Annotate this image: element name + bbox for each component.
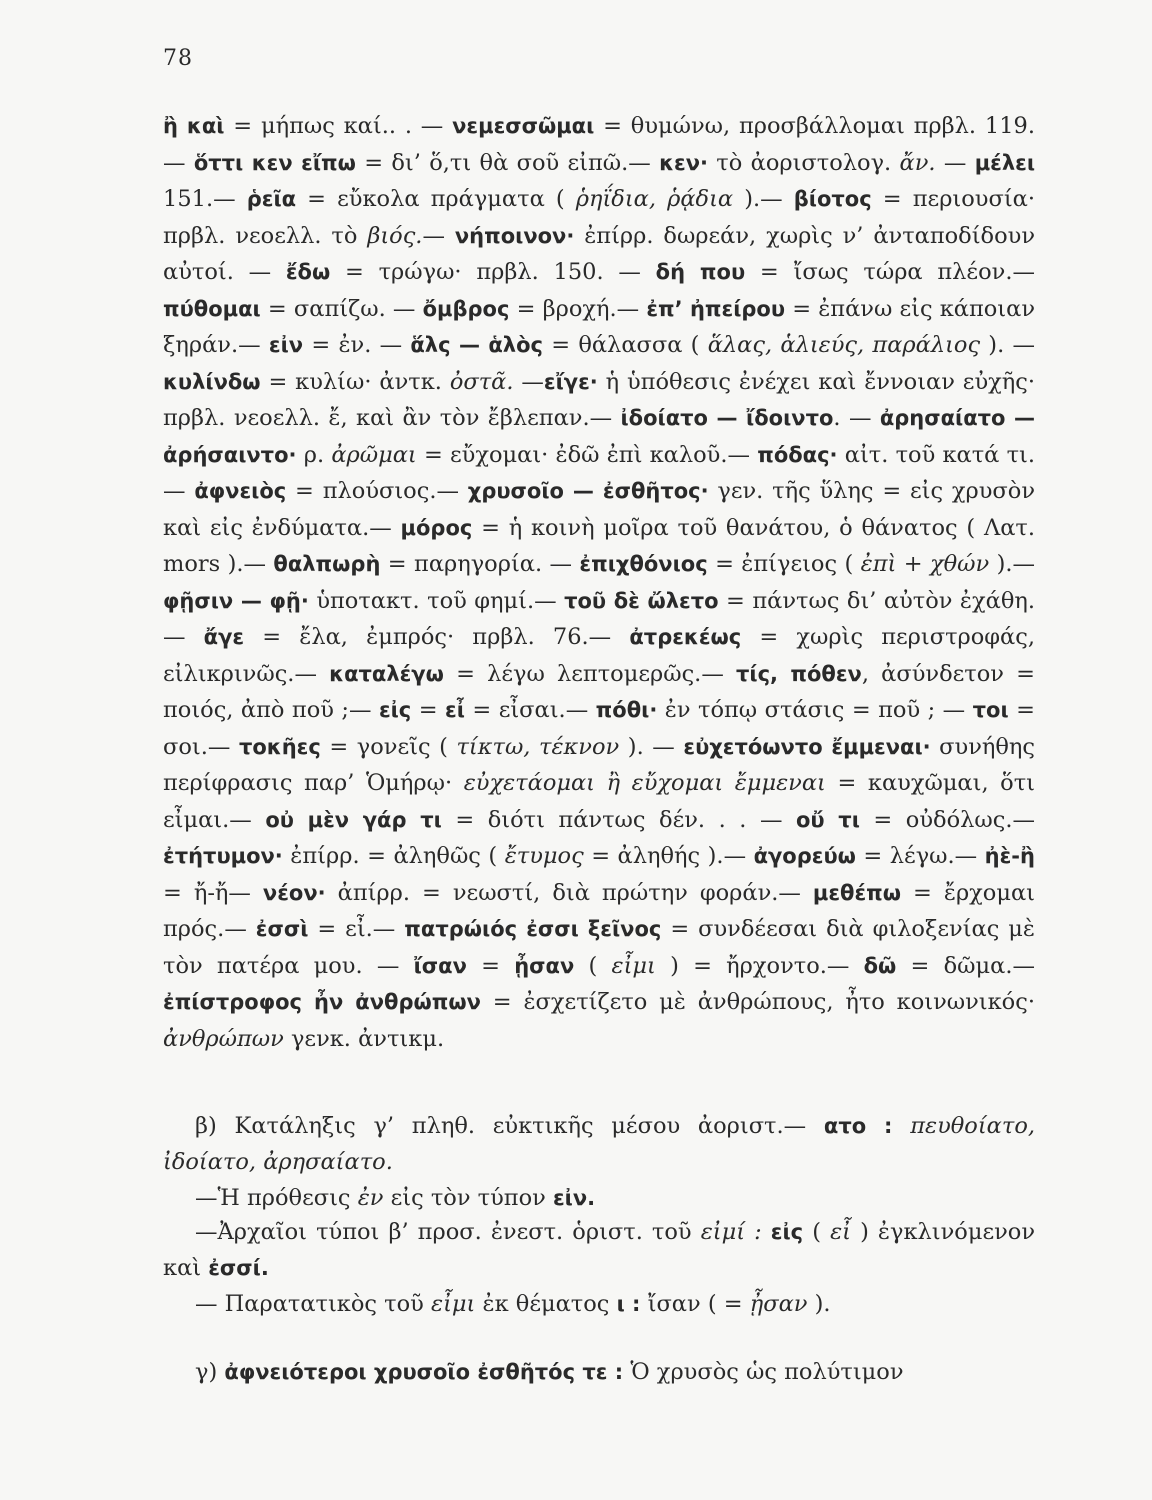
headword: μέλει [974, 150, 1036, 175]
headword: εἰν [268, 333, 304, 357]
italic-term: ἄν. [899, 149, 936, 176]
text-run: = οὐδόλως.— [859, 806, 1035, 833]
text-run: ). — [980, 332, 1035, 358]
text-run: = λέγω.— [855, 843, 985, 869]
italic-term: ἐπὶ + χθών [860, 551, 990, 577]
headword: μεθέπω [812, 880, 902, 905]
headword: νεμεσσῶμαι [452, 114, 595, 138]
headword: ἀγορεύω [753, 844, 856, 868]
text-run: = ἐν. — [303, 332, 411, 358]
text-run: ἀπίρρ. = νεωστί, διὰ πρώτην φοράν.— [325, 879, 813, 906]
headword: φῇσιν — φῇ· [163, 588, 309, 613]
text-run: γενκ. ἀντικμ. [283, 1025, 445, 1052]
headword: ι : [616, 1292, 641, 1316]
text-run: ἐκ θέματος [475, 1291, 617, 1317]
headword: ἐπιχθόνιος [579, 552, 708, 576]
headword: ατο : [823, 1114, 893, 1138]
headword: εἰν. [552, 1186, 596, 1210]
headword: πύθομαι [163, 296, 261, 321]
headword: μόρος [400, 515, 473, 540]
text-run: . — [833, 405, 880, 431]
text-run: ). [807, 1291, 831, 1317]
headword: πόδας· [757, 442, 838, 467]
headword: τοι [972, 698, 1009, 722]
text-run: = [411, 697, 446, 723]
text-run: ρ. [296, 441, 332, 468]
headword: εὐχετόωντο ἔμμεναι· [683, 734, 931, 759]
text-run: = ἡ κοινὴ μοῖρα τοῦ θανάτου, ὁ θάνατος ( Λατ. mors ).— [163, 514, 1035, 577]
text-run: συνήθης περίφρασις παρ’ Ὁμήρῳ· [163, 733, 1036, 796]
section-c [163, 1354, 1035, 1390]
text-run: ) = ἤρχοντο.— [655, 952, 864, 979]
text-run: = παρηγορία. — [380, 551, 580, 577]
headword: νήποινον· [454, 223, 575, 248]
text-run: = εἶ.— [308, 916, 405, 942]
headword: ἀφνειὸς [194, 479, 287, 503]
text-run: ἡ ὑπόθεσις ἐνέχει καὶ ἔννοιαν εὐχῆς· πρβλ. νεοελλ. ἔ, καὶ ἂν τὸν ἔβλεπαν.— [163, 368, 1035, 431]
text-run: , ἀσύνδετον = ποιός, ἀπὸ ποῦ ;— [163, 660, 1036, 723]
text-run: = θυμώνω, προσβάλλομαι πρβλ. 119.— [163, 113, 1035, 176]
text-run: τὸ ἀοριστολογ. [707, 149, 900, 176]
text-run: —Ἀρχαῖοι τύποι β’ προσ. ἐνεστ. ὁριστ. τοῦ [195, 1219, 701, 1245]
text-run: = ἐπάνω εἰς κάποιαν ξηράν.— [163, 295, 1035, 358]
text-run: ).— [989, 551, 1035, 577]
text-run [892, 1113, 910, 1139]
headword: εἰς [770, 1220, 804, 1244]
text-run: ).— [733, 186, 794, 212]
italic-term: ἀρῶμαι [331, 441, 417, 468]
headword: πατρώιός ἐσσι ξεῖνος [404, 917, 662, 941]
text-run: = ἐσχετίζετο μὲ ἀνθρώπους, ἦτο κοινωνικός· [480, 989, 1035, 1015]
text-run: = εἶσαι.— [464, 697, 596, 723]
text-run: = μήπως καί.. . — [224, 113, 453, 139]
headword: ἔδω [285, 260, 331, 284]
italic-term: ἐν [357, 1185, 384, 1211]
headword: τοκῆες [238, 734, 321, 759]
headword: ῥεῖα [246, 187, 297, 211]
headword: ἀρησαίατο — ἀρήσαιντο· [163, 406, 1035, 467]
prothesis-note [163, 1180, 1035, 1216]
headword: δή που [655, 260, 746, 284]
headword: ἄγε [203, 625, 245, 649]
imperfect-note [163, 1286, 1035, 1322]
headword: δῶ [863, 953, 897, 978]
text-run: = ἔρχομαι πρός.— [163, 879, 1035, 942]
text-run: = ἔλα, ἐμπρός· πρβλ. 76.— [244, 624, 630, 650]
text-run: = εὔκολα πράγματα ( [296, 186, 576, 212]
headword: κυλίνδω [163, 369, 261, 394]
text-run: = [466, 952, 515, 979]
text-run: — Παρατατικὸς τοῦ [195, 1291, 431, 1317]
headword: ἰδοίατο — ἴδοιντο [620, 406, 834, 430]
italic-term: ῥηΐδια, ῥᾴδια [575, 186, 734, 212]
text-run: = χωρὶς περιστροφάς, εἰλικρινῶς.— [163, 624, 1035, 687]
italic-term: ἀνθρώπων [163, 1025, 284, 1052]
headword: κεν· [659, 150, 708, 175]
text-run: = ἴσως τώρα πλέον.— [745, 259, 1035, 285]
text-run: = σαπίζω. — [260, 295, 423, 322]
headword: βίοτος [793, 187, 872, 211]
text-run: γ) [195, 1359, 225, 1385]
text-run: αἰτ. τοῦ κατά τι.— [163, 441, 1036, 504]
text-run: = καυχῶμαι, ὅτι εἶμαι.— [163, 770, 1035, 833]
headword: νέον· [262, 880, 326, 905]
italic-term: ὀστᾶ. [449, 368, 514, 395]
text-run: = λέγω λεπτομερῶς.— [443, 660, 737, 687]
text-run: ἴσαν ( = [640, 1291, 750, 1317]
text-run: = ἀληθής ).— [583, 843, 754, 869]
headword: εἰς [378, 698, 412, 722]
headword: ἀτρεκέως [629, 625, 742, 649]
headword: χρυσοῖο — ἐσθῆτος· [467, 479, 709, 503]
italic-term: εἶ [830, 1219, 851, 1245]
italic-term: εἰμί : [700, 1219, 762, 1245]
text-run: — [422, 222, 455, 249]
text-run: = θάλασσα ( [542, 332, 708, 358]
italic-term: βιός. [367, 222, 423, 249]
headword: ἴσαν [413, 953, 467, 978]
headword: τοῦ δὲ ὤλετο [564, 588, 719, 613]
text-run: ( [574, 952, 612, 979]
italic-term: εἶμι [431, 1291, 476, 1317]
italic-term: τίκτω, τέκνον [456, 733, 620, 760]
archaic-forms-note [163, 1214, 1035, 1286]
italic-term: εἶμι [611, 952, 656, 979]
text-run: = πάντως δι’ αὐτὸν ἐχάθη.— [163, 587, 1035, 650]
headword: ἐσσί. [208, 1256, 269, 1280]
text-run: ). — [619, 733, 684, 760]
text-run: ἐπίρρ. δωρεάν, χωρὶς ν’ ἀνταποδίδουν αὐτοί. — [163, 222, 1035, 285]
italic-term: ἅλας, ἁλιεύς, παράλιος [707, 332, 981, 358]
text-run: = τρώγω· πρβλ. 150. — [330, 259, 656, 285]
text-run: ) ἐγκλινόμενον καὶ [163, 1219, 1036, 1281]
text-run: — [935, 149, 975, 176]
headword: ὅττι κεν εἴπω [193, 150, 356, 175]
headword: οὐ μὲν γάρ τι [265, 807, 442, 832]
headword: ἀφνειότεροι χρυσοῖο ἐσθῆτός τε : [224, 1360, 624, 1384]
text-run: = ἤ-ἤ— [163, 879, 263, 906]
text-run: 151.— [163, 186, 247, 212]
text-run: — [513, 368, 544, 395]
headword: πόθι· [595, 698, 658, 722]
text-run: ( [803, 1219, 831, 1245]
text-run: = βροχή.— [509, 295, 647, 322]
section-b [163, 1108, 1035, 1180]
text-run: = διότι πάντως δέν. . . — [441, 806, 796, 833]
italic-term: πευθοίατο, ἰδοίατο, ἀρησαίατο. [163, 1113, 1036, 1175]
headword: τίς, πόθεν [736, 661, 862, 686]
headword: ἐτήτυμον· [163, 844, 283, 868]
headword: ὄμβρος [422, 296, 510, 321]
headword: καταλέγω [329, 661, 444, 686]
headword: εἶ [445, 698, 465, 722]
italic-term: ᾖσαν [749, 1291, 808, 1317]
text-run: = δι’ ὅ,τι θὰ σοῦ εἰπῶ.— [355, 149, 660, 176]
headword: ἠὲ-ἢ [984, 844, 1035, 868]
italic-term: ἔτυμος [504, 843, 584, 869]
text-run: = ἐπίγειος ( [707, 551, 861, 577]
headword: εἴγε· [543, 369, 598, 394]
glossary-paragraph [163, 108, 1035, 1057]
text-run: β) Κατάληξις γ’ πληθ. εὐκτικῆς μέσου ἀοριστ.— [195, 1113, 824, 1139]
text-run: ἐπίρρ. = ἀληθῶς ( [282, 843, 505, 869]
text-run: = σοι.— [163, 697, 1035, 760]
headword: ἐσσὶ [255, 917, 309, 941]
text-run: = περιουσία· πρβλ. νεοελλ. τὸ [163, 186, 1036, 249]
text-run [762, 1219, 771, 1245]
headword: ἐπ’ ἠπείρου [646, 296, 786, 321]
text-run: Ὁ χρυσὸς ὡς πολύτιμον [623, 1359, 904, 1385]
text-run: = εὔχομαι· ἐδῶ ἐπὶ καλοῦ.— [416, 441, 758, 468]
text-run: εἰς τὸν τύπον [383, 1185, 553, 1211]
text-run: ἐν τόπῳ στάσις = ποῦ ; — [657, 697, 973, 723]
headword: θαλπωρὴ [273, 552, 381, 576]
text-run: = δῶμα.— [896, 952, 1035, 979]
headword: ἢ καὶ [163, 114, 225, 138]
text-run: = κυλίω· ἀντκ. [260, 368, 450, 395]
headword: ἅλς — ἁλὸς [410, 333, 543, 357]
headword: ἐπίστροφος ἦν ἀνθρώπων [163, 990, 481, 1014]
text-run: = πλούσιος.— [286, 478, 468, 504]
italic-term: εὐχετάομαι ἢ εὔχομαι ἔμμεναι [463, 770, 826, 796]
text-run: = γονεῖς ( [320, 733, 457, 760]
page-number: 78 [163, 46, 193, 71]
text-run: = συνδέεσαι διὰ φιλοξενίας μὲ τὸν πατέρα μου. — [163, 916, 1035, 979]
text-run: —Ἡ πρόθεσις [195, 1185, 358, 1211]
text-run: ὑποτακτ. τοῦ φημί.— [308, 587, 565, 614]
headword: ᾖσαν [514, 953, 575, 978]
headword: οὔ τι [796, 807, 860, 832]
text-run: γεν. τῆς ὕλης = εἰς χρυσὸν καὶ εἰς ἐνδύματα.— [163, 478, 1036, 541]
